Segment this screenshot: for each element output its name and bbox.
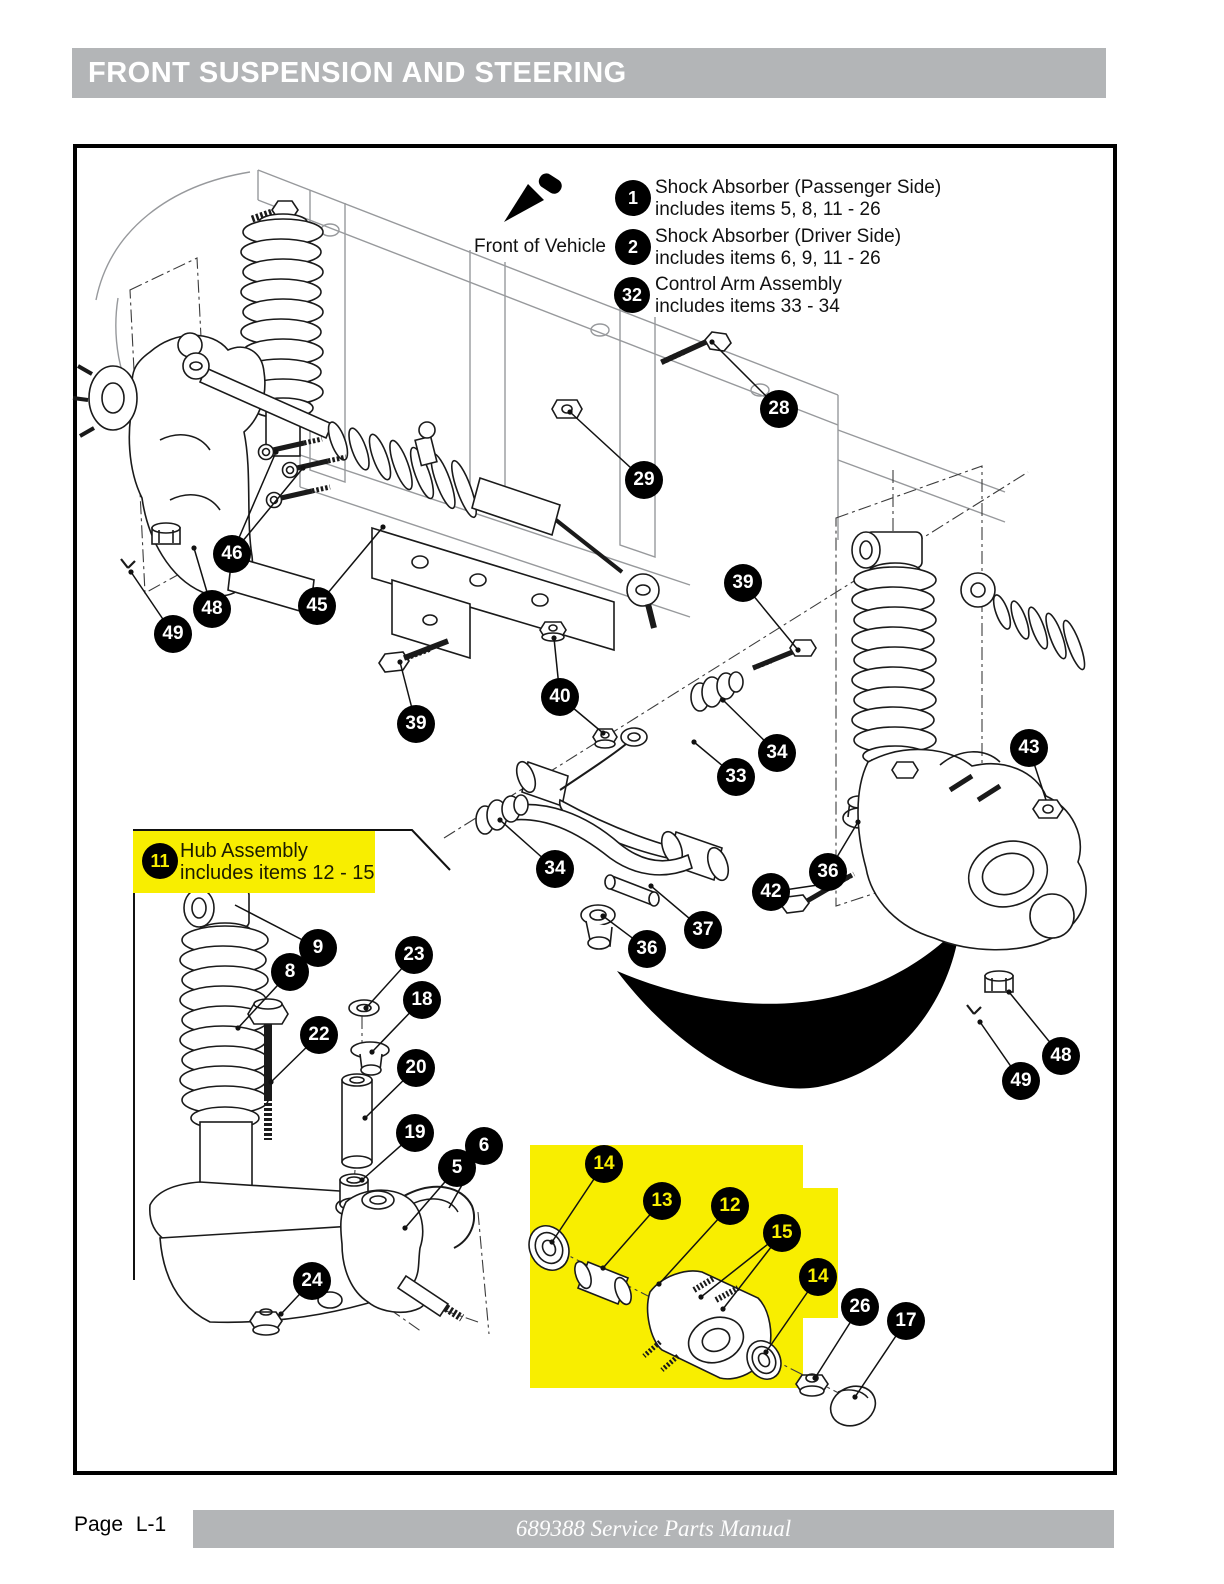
- legend-entry-2: [655, 226, 901, 269]
- legend-2-detail: includes items 6, 9, 11 - 26: [655, 247, 881, 269]
- page-number: Page L-1: [74, 1513, 167, 1536]
- callout-6: 6: [465, 1127, 503, 1165]
- legend-badge-2: [615, 229, 651, 265]
- legend-entry-32: [655, 274, 842, 317]
- hub-note-badge-11: [142, 843, 178, 879]
- callout-36: 36: [809, 853, 847, 891]
- callout-14: 14: [799, 1258, 837, 1296]
- shadow-swoosh: [617, 926, 960, 1088]
- legend-badge-32-number: 32: [621, 284, 643, 305]
- hub-note-detail: includes items 12 - 15: [180, 862, 375, 884]
- callout-39: 39: [724, 564, 762, 602]
- callout-39: 39: [397, 705, 435, 743]
- callout-26: 26: [841, 1288, 879, 1326]
- callout-43: 43: [1010, 729, 1048, 767]
- front-of-vehicle-label: Front of Vehicle: [473, 236, 607, 257]
- callout-28: 28: [760, 390, 798, 428]
- hub-note-text: [180, 840, 375, 884]
- control-arm-assembly: [498, 728, 732, 883]
- legend-badge-1: [615, 180, 651, 216]
- hub-assembly-note: [133, 831, 375, 893]
- callout-45: 45: [298, 587, 336, 625]
- hub-note-number: 11: [150, 850, 170, 871]
- front-of-vehicle-arrow-icon: [498, 168, 570, 230]
- callout-17: 17: [887, 1302, 925, 1340]
- legend-2-title: Shock Absorber (Driver Side): [655, 226, 902, 247]
- callout-33: 33: [717, 758, 755, 796]
- callout-48: 48: [193, 590, 231, 628]
- callout-24: 24: [293, 1262, 331, 1300]
- callout-8: 8: [271, 953, 309, 991]
- callout-42: 42: [752, 873, 790, 911]
- callout-19: 19: [396, 1114, 434, 1152]
- callout-9: 9: [299, 929, 337, 967]
- legend-entry-1: [655, 177, 941, 220]
- callout-5: 5: [438, 1149, 476, 1187]
- right-spindle-casting: [858, 750, 1086, 1014]
- page-title: FRONT SUSPENSION AND STEERING: [88, 57, 627, 89]
- legend-32-detail: includes items 33 - 34: [655, 295, 840, 317]
- manual-title: 689388 Service Parts Manual: [515, 1516, 792, 1541]
- callout-20: 20: [397, 1049, 435, 1087]
- callout-37: 37: [684, 911, 722, 949]
- callout-18: 18: [403, 981, 441, 1019]
- legend-32-title: Control Arm Assembly: [655, 274, 842, 295]
- hub-note-title: Hub Assembly: [180, 840, 308, 862]
- legend-1-title: Shock Absorber (Passenger Side): [655, 177, 942, 198]
- callout-40: 40: [541, 678, 579, 716]
- callout-49: 49: [1002, 1062, 1040, 1100]
- legend-badge-1-number: 1: [627, 187, 638, 208]
- callout-34: 34: [536, 850, 574, 888]
- callout-23: 23: [395, 936, 433, 974]
- callout-48: 48: [1042, 1037, 1080, 1075]
- callout-13: 13: [643, 1182, 681, 1220]
- legend-1-detail: includes items 5, 8, 11 - 26: [655, 198, 881, 220]
- callout-22: 22: [300, 1016, 338, 1054]
- callout-14: 14: [585, 1145, 623, 1183]
- legend-badge-32: [614, 277, 650, 313]
- legend-badge-2-number: 2: [627, 236, 638, 257]
- callout-36: 36: [628, 930, 666, 968]
- callout-29: 29: [625, 461, 663, 499]
- callout-34: 34: [758, 734, 796, 772]
- callout-49: 49: [154, 615, 192, 653]
- footer-bar: [193, 1510, 1114, 1548]
- callout-46: 46: [213, 535, 251, 573]
- callout-15: 15: [763, 1214, 801, 1252]
- callout-12: 12: [711, 1187, 749, 1225]
